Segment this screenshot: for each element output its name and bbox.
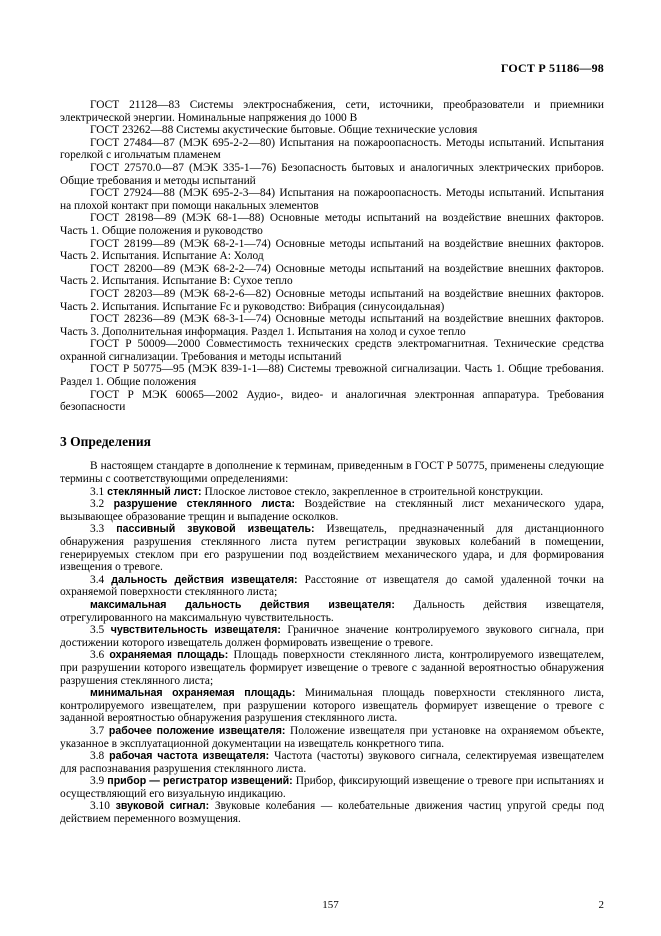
definition-text: Минимальная площадь поверхности стеклянного листа, контролируемого извещателем, при разрушении которого извещатель формирует извещение о тревоге с заданной вероятностью обнаружения разрушения стеклянного листа. — [60, 687, 604, 725]
definition-text: Звуковые колебания — колебательные движения частиц упругой среды под действием переменного возмущения. — [60, 800, 604, 826]
definition-term: чувствительность извещателя: — [110, 624, 281, 637]
section-heading: 3 Определения — [60, 433, 151, 449]
definition-item — [60, 649, 604, 687]
definition-item — [60, 574, 604, 599]
reference-item: ГОСТ 28200—89 (МЭК 68-2-2—74) Основные методы испытаний на воздействие внешних факторов. Часть 2. Испытания. Испытание В: Сухое тепло — [60, 262, 604, 288]
definition-term: дальность действия извещателя: — [111, 573, 298, 586]
definition-number: 3.7 — [90, 724, 105, 737]
definition-term: пассивный звуковой извещатель: — [116, 523, 315, 536]
definition-item — [60, 523, 604, 573]
definition-text: Плоское листовое стекло, закрепленное в строительной конструкции. — [204, 485, 544, 498]
definition-term: рабочая частота извещателя: — [109, 750, 270, 763]
definition-item — [60, 486, 604, 499]
definition-number: 3.5 — [90, 624, 105, 637]
definition-term: прибор — регистратор извещений: — [107, 775, 293, 788]
reference-item: ГОСТ 27570.0—87 (МЭК 335-1—76) Безопасность бытовых и аналогичных электрических приборов. Общие требования и методы испытаний — [60, 161, 604, 187]
definition-term: минимальная охраняемая площадь: — [90, 687, 296, 700]
definition-number: 3.2 — [90, 498, 105, 511]
definition-number: 3.10 — [90, 800, 110, 813]
reference-item: ГОСТ 21128—83 Системы электроснабжения, сети, источники, преобразователи и приемники электрической энергии. Номинальные напряжения до 1000 В — [60, 99, 604, 124]
definition-item — [60, 775, 604, 800]
definition-number: 3.1 — [90, 485, 105, 498]
definition-item — [60, 624, 604, 649]
page-number: 157 — [322, 899, 339, 911]
definition-term: стеклянный лист: — [107, 485, 202, 498]
reference-item: ГОСТ 27924—88 (МЭК 695-2-3—84) Испытания на пожароопасность. Методы испытаний. Испытания на плохой контакт при помощи накальных элементов — [60, 187, 604, 212]
definition-text: Положение извещателя при установке на охраняемом объекте, указанное в эксплуатационной документации на извещатель конкретного типа. — [60, 724, 604, 750]
reference-item: ГОСТ 28199—89 (МЭК 68-2-1—74) Основные методы испытаний на воздействие внешних факторов. Часть 2. Испытания. Испытание А: Холод — [60, 237, 604, 263]
definition-number: 3.9 — [90, 775, 105, 788]
definition-text: Расстояние от извещателя до самой удаленной точки на охраняемой поверхности стеклянного листа; — [60, 573, 604, 599]
definition-text: Извещатель, предназначенный для дистанционного обнаружения разрушения стеклянного листа путем регистрации звуковых колебаний в помещении, генерируемых стеклом при его разрушении под воздействием механического удара, и для формирования извещения о тревоге. — [60, 523, 604, 574]
normative-references-list — [60, 99, 604, 414]
standard-code: ГОСТ Р 51186—98 — [500, 61, 604, 75]
definition-text: Воздействие на стеклянный лист механического удара, вызывающее образование трещин и выпадение осколков. — [60, 498, 604, 523]
reference-item: ГОСТ 28203—89 (МЭК 68-2-6—82) Основные методы испытаний на воздействие внешних факторов. Часть 2. Испытания. Испытание Fc и руководство: Вибрация (синусоидальная) — [60, 287, 604, 313]
definition-term: максимальная дальность действия извещателя: — [90, 598, 395, 611]
reference-item: ГОСТ 28236—89 (МЭК 68-3-1—74) Основные методы испытаний на воздействие внешних факторов. Часть 3. Дополнительная информация. Раздел 1. Испытания на холод и сухое тепло — [60, 313, 604, 338]
definition-item — [60, 687, 604, 725]
definitions-list — [60, 486, 604, 826]
definition-number: 3.6 — [90, 649, 105, 662]
definition-text: Прибор, фиксирующий извещение о тревоге при испытаниях и осуществляющий его визуальную индикацию. — [60, 775, 604, 800]
definition-text: Площадь поверхности стеклянного листа, контролируемого извещателем, при разрушении которого извещатель формирует извещение о тревоге с заданной вероятностью обнаружения разрушения стеклянного листа; — [60, 649, 604, 687]
definition-item — [60, 725, 604, 750]
definition-text: Частота (частоты) звукового сигнала, селектируемая извещателем для распознавания разрушения стеклянного листа. — [60, 750, 604, 775]
definition-text: Дальность действия извещателя, отрегулированного на максимальную чувствительность. — [60, 598, 604, 624]
reference-item: ГОСТ 28198—89 (МЭК 68-1—88) Основные методы испытаний на воздействие внешних факторов. Часть 1. Общие положения и руководство — [60, 212, 604, 237]
definition-number: 3.8 — [90, 750, 105, 763]
definition-term: рабочее положение извещателя: — [108, 724, 286, 737]
document-body — [60, 99, 604, 826]
reference-item: ГОСТ 23262—88 Системы акустические бытовые. Общие технические условия — [90, 124, 478, 137]
reference-item: ГОСТ Р 50775—95 (МЭК 839-1-1—88) Системы тревожной сигнализации. Часть 1. Общие требования. Раздел 1. Общие положения — [60, 363, 604, 389]
definition-term: разрушение стеклянного листа: — [113, 498, 296, 511]
definition-text: Граничное значение контролируемого звукового сигнала, при достижении которого извещатель должен формировать извещение о тревоге. — [60, 624, 604, 649]
definition-number: 3.4 — [90, 573, 105, 586]
definition-item — [60, 498, 604, 523]
sheet-number: 2 — [598, 899, 604, 911]
definition-term: звуковой сигнал: — [115, 800, 210, 813]
definition-term: охраняемая площадь: — [109, 649, 229, 662]
definition-item — [60, 800, 604, 825]
reference-item: ГОСТ Р МЭК 60065—2002 Аудио-, видео- и аналогичная электронная аппаратура. Требования безопасности — [60, 388, 604, 414]
definition-item — [60, 750, 604, 775]
reference-item: ГОСТ Р 50009—2000 Совместимость технических средств электромагнитная. Технические средства охранной сигнализации. Требования и методы испытаний — [60, 338, 604, 363]
section-intro: В настоящем стандарте в дополнение к терминам, приведенным в ГОСТ Р 50775, применены следующие термины с соответствующими определениями: — [60, 460, 604, 486]
definition-item — [60, 599, 604, 624]
reference-item: ГОСТ 27484—87 (МЭК 695-2-2—80) Испытания на пожароопасность. Методы испытаний. Испытания горелкой с игольчатым пламенем — [60, 136, 604, 162]
definition-number: 3.3 — [90, 523, 105, 536]
